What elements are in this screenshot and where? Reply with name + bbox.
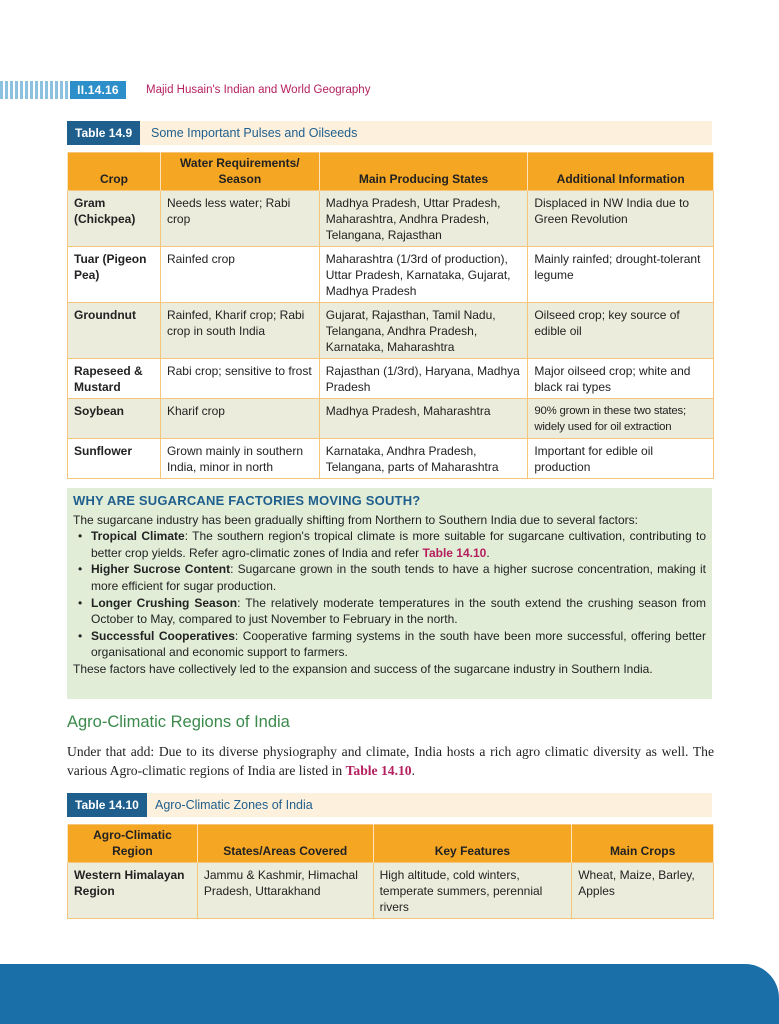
bullet-item [73,595,706,628]
table-cell: Kharif crop [160,399,319,439]
table-cell: Major oilseed crop; white and black rai types [528,359,714,399]
bullet-text: : Sugarcane grown in the south tends to have a higher sucrose concentration, making it more efficient for sugar production. [91,562,706,593]
column-header: States/Areas Covered [197,825,373,863]
book-title: Majid Husain's Indian and World Geography [146,84,371,96]
bullet-head: Longer Crushing Season [91,595,238,610]
section-title: Agro-Climatic Regions of India [67,713,290,731]
pulses-oilseeds-table [67,152,714,479]
table-title: Agro-Climatic Zones of India [155,798,313,812]
column-header: Additional Information [528,153,714,191]
table-row [68,439,714,479]
table-cell: Karnataka, Andhra Pradesh, Telangana, parts of Maharashtra [319,439,528,479]
box-bullet-list [73,528,706,661]
section-body [67,742,714,780]
bullet-item [73,561,706,594]
table-cell: 90% grown in these two states; widely used for oil extraction [528,399,714,439]
table-header-row [68,825,714,863]
box-intro: The sugarcane industry has been gradually shifting from Northern to Southern India due to several factors: [73,512,638,527]
column-header: Main Producing States [319,153,528,191]
crop-cell: Soybean [68,399,161,439]
column-header: Agro-Climatic Region [68,825,198,863]
bullet-text: : The southern region's tropical climate is more suitable for sugarcane cultivation, contributing to better crop yields. Refer agro-climatic zones of India and refer [91,529,706,560]
header-stripes-decoration [0,81,68,99]
table-cell: Gujarat, Rajasthan, Tamil Nadu, Telangana, Andhra Pradesh, Karnataka, Maharashtra [319,303,528,359]
table-row [68,303,714,359]
page-header [0,81,779,99]
bullet-text: : The relatively moderate temperatures in the south extend the crushing season from October to May, compared to just November to February in the north. [91,595,706,627]
table-reference-link[interactable]: Table 14.10 [422,545,487,560]
page-number: II.14.16 [70,81,126,99]
bullet-item [73,528,706,561]
column-header: Key Features [373,825,572,863]
crop-cell: Groundnut [68,303,161,359]
table-cell: Oilseed crop; key source of edible oil [528,303,714,359]
bullet-head: Tropical Climate [91,529,185,544]
section-text: Under that add: Due to its diverse physiography and climate, India hosts a rich agro climatic diversity as well. The various Agro-climatic regions of India are listed in [67,744,714,778]
column-header: Water Requirements/ Season [160,153,319,191]
box-title: WHY ARE SUGARCANE FACTORIES MOVING SOUTH? [73,493,421,508]
crop-cell: Gram (Chickpea) [68,191,161,247]
table-row [68,191,714,247]
box-conclusion: These factors have collectively led to the expansion and success of the sugarcane industry in Southern India. [73,661,653,676]
bullet-head: Successful Cooperatives [91,628,235,643]
crop-cell: Sunflower [68,439,161,479]
table-reference-link[interactable]: Table 14.10 [345,763,412,778]
table-number: Table 14.10 [67,793,147,817]
page-footer [0,964,779,1024]
table-cell: Rainfed, Kharif crop; Rabi crop in south India [160,303,319,359]
table-cell: Madhya Pradesh, Maharashtra [319,399,528,439]
table-header-row [68,153,714,191]
column-header: Crop [68,153,161,191]
sugarcane-info-box [67,488,712,699]
table-cell: Wheat, Maize, Barley, Apples [572,863,714,919]
bullet-tail: . [486,545,490,560]
column-header: Main Crops [572,825,714,863]
table-row [68,359,714,399]
bullet-text: : Cooperative farming systems in the south have been more successful, offering better organisational and economic support to farmers. [91,628,706,660]
crop-cell: Rapeseed & Mustard [68,359,161,399]
table-cell: High altitude, cold winters, temperate summers, perennial rivers [373,863,572,919]
agro-climatic-zones-table [67,824,714,919]
table-row [68,399,714,439]
table-cell: Rainfed crop [160,247,319,303]
table-row [68,863,714,919]
table-cell: Madhya Pradesh, Uttar Pradesh, Maharashtra, Andhra Pradesh, Telangana, Rajasthan [319,191,528,247]
region-cell: Western Himalayan Region [68,863,198,919]
bullet-item [73,628,706,661]
table-14-10-caption [67,793,712,817]
table-cell: Mainly rainfed; drought-tolerant legume [528,247,714,303]
crop-cell: Tuar (Pigeon Pea) [68,247,161,303]
table-cell: Important for edible oil production [528,439,714,479]
table-cell: Displaced in NW India due to Green Revolution [528,191,714,247]
table-cell: Rajasthan (1/3rd), Haryana, Madhya Pradesh [319,359,528,399]
section-text-end: . [411,763,415,778]
table-number: Table 14.9 [67,121,140,145]
bullet-head: Higher Sucrose Content [91,562,231,577]
table-title: Some Important Pulses and Oilseeds [151,126,358,140]
table-cell: Jammu & Kashmir, Himachal Pradesh, Uttarakhand [197,863,373,919]
table-row [68,247,714,303]
table-cell: Rabi crop; sensitive to frost [160,359,319,399]
table-cell: Needs less water; Rabi crop [160,191,319,247]
table-cell: Grown mainly in southern India, minor in north [160,439,319,479]
table-14-9-caption [67,121,712,145]
footer-band [0,964,779,1024]
table-cell: Maharashtra (1/3rd of production), Uttar Pradesh, Karnataka, Gujarat, Madhya Pradesh [319,247,528,303]
